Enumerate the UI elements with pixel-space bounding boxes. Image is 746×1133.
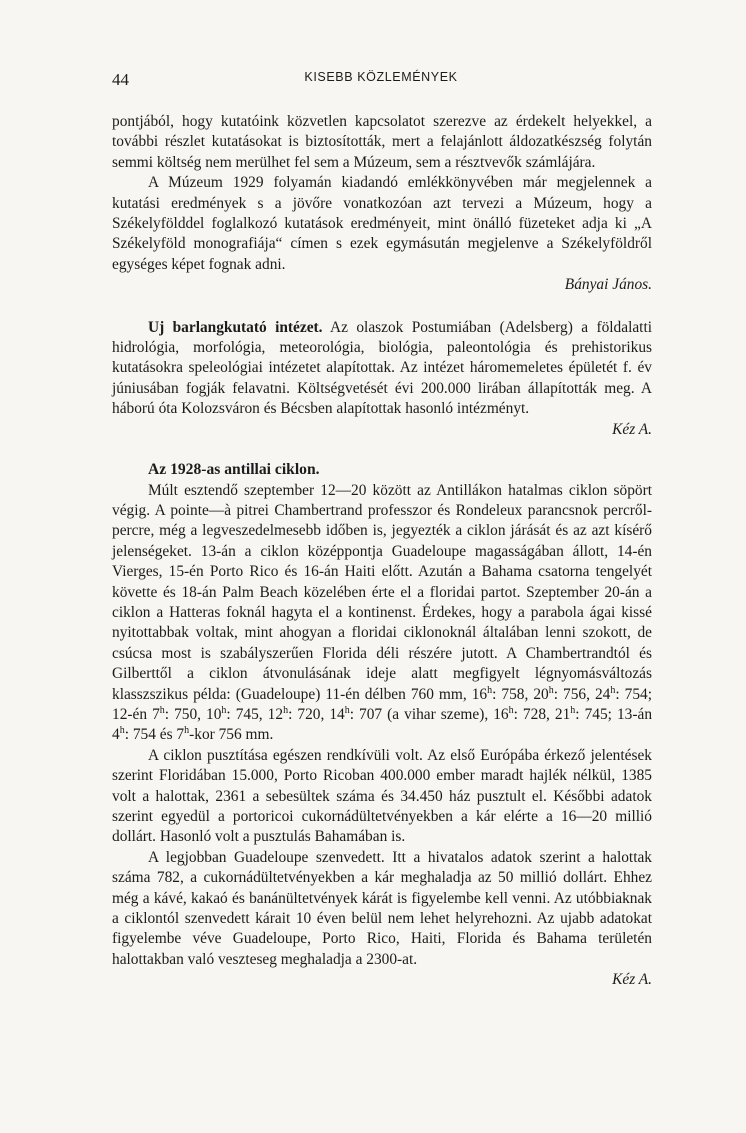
text-run: : 745, 12: [226, 705, 284, 723]
page-header: [112, 70, 650, 94]
text-run: : 754; 12-én 7: [112, 685, 653, 723]
text-run: : 707 (a vihar szeme), 16: [349, 705, 509, 723]
text-run: : 754 és 7: [124, 726, 185, 744]
article2-paragraph: [112, 318, 652, 420]
text-run: Múlt esztendő szeptember 12—20 között az Antillákon hatalmas ciklon söpört végig. A pointe—à pitrei Chambertrand professzor és Rondeleux parancsnok percről-percre, még a legveszedelmesebb időben is, jegyezték a ciklon járását és az azt kísérő jelenségeket. 13-án a ciklon középpontja Guadeloupe magasságában állott, 14-én Vierges, 15-én Porto Rico és 16-án Haiti előtt. Azután a Bahama csatorna tengelyét követte és 18-án Palm Beach közelében érte el a floridai partot. Szeptember 20-án a ciklon a Hatteras foknál hagyta el a kontinenst. Érdekes, hogy a parabola ágai kissé nyitottabbak voltak, mint ahogyan a floridai ciklonoknál általában lenni szokott, de csúcsa most is szabályszerűen Florida déli részére jutott. A Chambertrandtól és Gilberttől a ciklon átvonulásának ideje alatt megfigyelt légnyomásváltozás klasszszikus példa: (Guadeloupe) 11-én délben 760 mm, 16: [112, 481, 652, 703]
superscript: h: [487, 684, 493, 696]
article3-paragraph-2: A ciklon pusztítása egészen rendkívüli volt. Az első Európába érkező jelentések szerint Floridában 15.000, Porto Ricoban 400.000 ember maradt hajlék nélkül, 1385 volt a halottak, 2361 a sebesültek száma és 34.450 ház pusztult el. Későbbi adatok szerint egyedül a portoricoi cukornádültetvényekben a kár elérte a 16—20 millió dollárt. Hasonló volt a pusztulás Bahamában is.: [112, 746, 652, 846]
superscript: h: [344, 704, 350, 716]
article1-paragraph-1: pontjából, hogy kutatóink közvetlen kapcsolatot szerezve az érdekelt helyekkel, a további részlet kutatásokat is biztosították, mert a felajánlott áldozatkészség folytán semmi költség nem merülhet fel sem a Múzeum, sem a résztvevők számlájára.: [112, 113, 652, 171]
article3-paragraph-1: [112, 481, 652, 746]
page-body: [112, 112, 652, 991]
article1-paragraph-2: A Múzeum 1929 folyamán kiadandó emlékkönyvében már megjelennek a kutatási eredmények s a jövőre vonatkozóan azt tervezi a Múzeum, hogy a Székelyfölddel foglalkozó kutatások eredményeit, mint önálló füzeteket adja ki „A Székelyföld monografiája“ címen s ezek egymásután megjelenve a Székelyföldről egységes képet fognak adni.: [112, 174, 652, 273]
text-run: -kor 756 mm.: [189, 726, 274, 744]
superscript: h: [570, 704, 576, 716]
superscript: h: [610, 684, 616, 696]
article3-paragraph-3: A legjobban Guadeloupe szenvedett. Itt a hivatalos adatok szerint a halottak száma 782, a cukornádültetvényekben a kár meghaladja az 50 millió dollárt. Ehhez még a kávé, kakaó és banánültetvények kárát is figyelembe kell venni. Az utóbbiaknak a ciklontól szenvedett kárait 10 éven belül nem lehet helyrehozni. Az ujabb adatokat figyelembe véve Guadeloupe, Porto Rico, Haiti, Florida és Bahama területén halottakban való veszteseg meghaladja a 2300-at.: [112, 848, 652, 968]
text-run: : 720, 14: [288, 705, 345, 723]
text-run: : 745; 13-án 4: [112, 705, 653, 744]
superscript: h: [548, 684, 554, 696]
superscript: h: [184, 725, 190, 737]
running-head: KISEBB KÖZLEMÉNYEK: [304, 70, 458, 84]
superscript: h: [508, 704, 514, 716]
page-number: 44: [112, 70, 129, 89]
article2-title: Uj barlangkutató intézet.: [148, 318, 323, 336]
article3-signature: Kéz A.: [612, 971, 652, 989]
superscript: h: [159, 704, 165, 716]
text-run: : 728, 21: [513, 705, 571, 723]
text-run: : 756, 24: [553, 685, 611, 703]
text-run: : 758, 20: [492, 685, 549, 703]
text-run: : 750, 10: [164, 705, 222, 723]
superscript: h: [221, 704, 227, 716]
article1-signature: Bányai János.: [564, 276, 652, 294]
superscript: h: [119, 725, 125, 737]
superscript: h: [283, 704, 289, 716]
article2-signature: Kéz A.: [612, 420, 652, 438]
article3-title: Az 1928-as antillai ciklon.: [148, 461, 320, 479]
article2-text: Az olaszok Postumiában (Adelsberg) a földalatti hidrológia, morfológia, meteorológia, biológia, paleontológia és prehistorikus kutatásokra speleológiai intézetet alapítottak. Az intézet háromemeletes épületét f. év júniusában fogják felavatni. Költségvetését évi 200.000 lirában állapították meg. A háború óta Kolozsváron és Bécsben alapítottak hasonló intézményt.: [112, 318, 653, 418]
